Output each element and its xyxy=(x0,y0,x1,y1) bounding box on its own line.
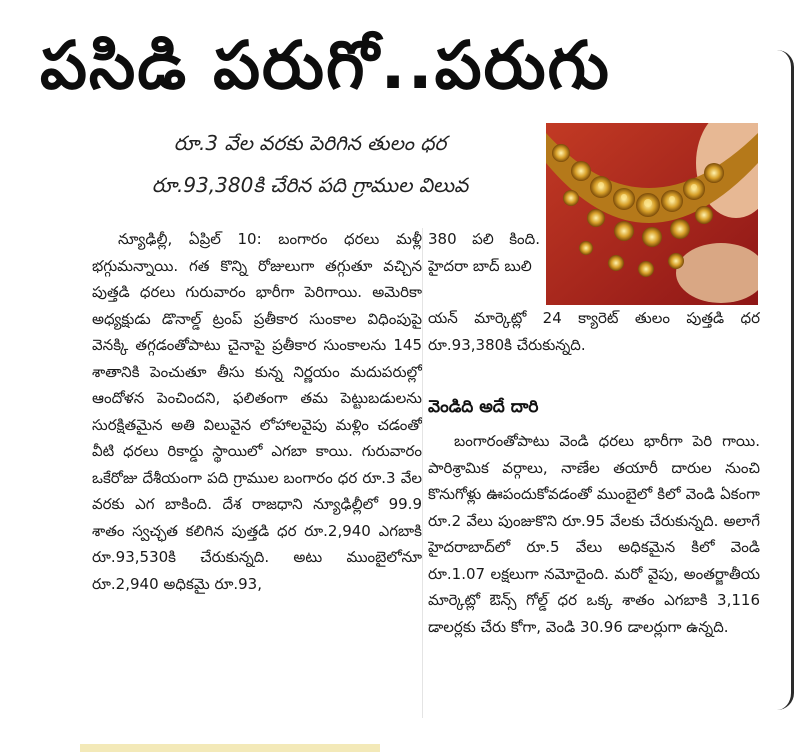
subheadline-1: రూ.3 వేల వరకు పెరిగిన తులం ధర xyxy=(173,131,447,155)
right-column xyxy=(428,305,760,375)
left-column xyxy=(92,226,422,726)
left-column-text: న్యూఢిల్లీ, ఏప్రిల్ 10: బంగారం ధరలు మళ్లీ భగ్గుమన్నాయి. గత కొన్ని రోజులుగా తగ్గుతూ వచ్చిన పుత్తడి ధరలు గురువారం భారీగా పెరిగాయి. అమెరికా అధ్యక్షుడు డొనాల్డ్ ట్రంప్ ప్రతీకార సుంకాల విధింపుపై వెనక్కి తగ్గడంతోపాటు చైనాపై ప్రతీకార సుంకాలను 145 శాతానికి పెంచుతూ తీసు కున్న నిర్ణయం మదుపరుల్లో ఆందోళన పెంచిందని, ఫలితంగా తమ పెట్టుబడులను సురక్షితమైన అతి విలువైన లోహాలవైపు మళ్లిం చడంతో వీటి ధరలు రికార్డు స్థాయిలో ఎగబా కాయి. గురువారం ఒకేరోజు దేశీయంగా పది గ్రాముల బంగారం ధర రూ.3 వేల వరకు ఎగ బాకింది. దేశ రాజధాని న్యూఢిల్లీలో 99.9 శాతం స్వచ్ఛత కలిగిన పుత్తడి ధర రూ.2,940 ఎగబాకి రూ.93,530కి చేరుకున్నది. అటు ముంబైలోనూ రూ.2,940 అధికమై రూ.93, xyxy=(92,230,422,593)
right-column-bottom-text: బంగారంతోపాటు వెండి ధరలు భారీగా పెరి గాయి. పారిశ్రామిక వర్గాలు, నాణేల తయారీ దారుల నుంచి కొనుగోళ్లు ఊపందుకోవడంతో ముంబైలో కిలో వెండి ఏకంగా రూ.2 వేలు పుంజుకొని రూ.95 వేలకు చేరుకున్నది. అలాగే హైదరాబాద్‌లో రూ.5 వేలు అధికమైన కిలో వెండి రూ.1.07 లక్షలుగా నమోదైంది. మరో వైపు, అంతర్జాతీయ మార్కెట్లో ఔన్స్ గోల్డ్ ధర ఒక్క శాతం ఎగబాకి 3,116 డాలర్లకు చేరు కోగా, వెండి 30.96 డాలర్లుగా ఉన్నది. xyxy=(428,432,760,636)
right-column-text: యన్ మార్కెట్లో 24 క్యారెట్ తులం పుత్తడి ధర రూ.93,380కి చేరుకున్నది. xyxy=(428,309,760,354)
column-divider xyxy=(422,228,423,718)
right-column-top xyxy=(428,226,540,306)
right-column-bottom xyxy=(428,428,760,728)
next-article-strip xyxy=(80,744,380,752)
gold-jewellery-photo xyxy=(546,123,758,305)
subheadline-2: రూ.93,380కి చేరిన పది గ్రాముల విలువ xyxy=(151,173,469,197)
section-heading: వెండిది అదే దారి xyxy=(428,397,539,417)
page-frame-edge xyxy=(777,50,794,710)
headline: పసిడి పరుగో..పరుగు xyxy=(40,27,611,104)
right-column-top-text: 380 పలి కింది. హైదరా బాద్ బులి xyxy=(428,230,540,275)
